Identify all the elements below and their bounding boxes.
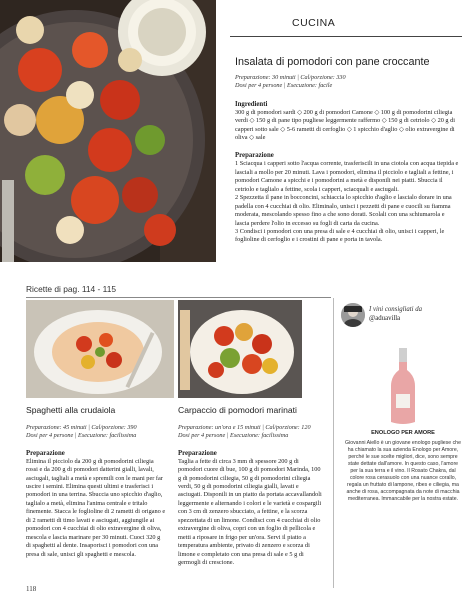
recipe-meta-prep: Preparazione: un'ora e 15 minuti | Cal/porzione: 120 <box>178 424 311 431</box>
recipe-meta-dosi: Dosi per 4 persone | Esecuzione: facilissima <box>178 432 289 440</box>
recipe-title: Spaghetti alla crudaiola <box>26 405 116 415</box>
main-recipe <box>235 56 459 245</box>
recipe-meta-prep: Preparazione: 45 minuti | Cal/porzione: 390 <box>26 424 137 431</box>
spaghetti-photo <box>26 300 174 398</box>
preparation-step-2: 2 Spezzetta il pane in bocconcini, schiaccia lo spicchio d'aglio e lascialo dorare in una padella con 4 cucchiai di olio. Eliminalo, unisci i pezzetti di pane e cuocili su fiamma moderata, mescolando spesso fino a che sono dorati. Scolali con una schiumarola e lascia perdere l'olio in eccesso su fogli di carta da cucina. <box>235 194 452 227</box>
preparation-text: Taglia a fette di circa 3 mm di spessore 200 g di pomodori cuore di bue, 100 g di pomodori Marinda, 100 g di pomodorini ciliegia, 50 g di pomodorini ciliegia verdi, 50 g di pomodorini ciliegia gialli, lavati e asciugati. Disponili in un piatto da portata accavallandoli leggermente e alternando i colori e le varietà e cospargili con 3 cm di zenzero sbucciato, a fettine, e la scorza spezzettata di un limone. Condisci con 4 cucchiai di olio extravergine di oliva, copri con un foglio di pellicola e metti a riposare in frigo per un'ora. Servi il piatto a temperatura ambiente, privato di zenzero e scorza di limone e completato con una presa di sale e 5 g di germogli di crescione. <box>178 457 322 567</box>
preparation-step-3: 3 Condisci i pomodori con una presa di sale e 4 cucchiai di olio, unisci i capperi, le foglioline di cerfoglio e i crostini di pane e porta in tavola. <box>235 228 445 244</box>
avatar <box>341 303 365 327</box>
carpaccio-photo <box>178 300 302 398</box>
ingredients-heading: Ingredienti <box>235 100 268 108</box>
section-title: CUCINA <box>292 17 336 29</box>
preparation-heading: Preparazione <box>26 449 65 457</box>
recipe-title: Insalata di pomodori con pane croccante <box>235 56 430 68</box>
section-divider <box>230 36 462 37</box>
recipes-band-label: Ricette di pag. 114 - 115 <box>26 284 117 294</box>
recipe-carpaccio <box>178 405 323 567</box>
sidebar-lead: I vini consigliati da <box>369 306 423 313</box>
sidebar-header <box>369 305 422 323</box>
wine-description: Giovanni Aiello è un giovane enologo pugliese che ha chiamato la sua azienda Enologo per Amore, perché le sue scelte migliori, dice, sono sempre state dettate dall'amore. In questo caso, l'amore per la sua terra e il vino. Il Rosato Chakra, dal colore rosa cerasuolo con una nuance corallo, regala un fruttato di lampone, ribes e ciliegia, ma anche di rosa, accompagnata da note di macchia mediterranea. Immancabile per la nostra estate. <box>345 440 461 502</box>
ingredients-text: 300 g di pomodori sardi ◇ 200 g di pomodori Camone ◇ 100 g di pomodorini ciliegia verdi ◇ 150 g di pane tipo pugliese leggermente raffermo ◇ 150 g di cetriolo ◇ 20 g di capperi sotto sale ◇ 5-6 rametti di cerfoglio ◇ 1 spicchio d'aglio ◇ olio extravergine di oliva ◇ sale <box>235 108 456 141</box>
wine-caption <box>344 430 462 503</box>
sidebar-divider <box>333 298 334 588</box>
preparation-text: Elimina il picciolo da 200 g di pomodorini ciliegia rossi e da 200 g di pomodori datterini gialli, lavali, asciugali, tagliali a metà e spremili con le mani per far uscire i semini. Elimina questi ultimi e trasferisci i pomodori in una terrina. Sbuccia uno spicchio d'aglio, taglialo a metà, elimina l'anima centrale e tritalo finemente. Stacca le foglioline di 2 rametti di origano e di 2 rametti di timo lavati e asciugati, aggiungile ai pomodori con 4 cucchiai di olio extravergine di oliva, mescola e lascia marinare per 30 minuti. Cuoci 320 g di spaghetti al dente. Insaporisci i pomodori con una presa di sale, unisci gli spaghetti e mescola. <box>26 457 166 558</box>
tomato-salad-photo <box>0 0 216 262</box>
recipe-meta-dosi: Dosi per 4 persone | Esecuzione: facilissima <box>26 432 137 440</box>
preparation-heading: Preparazione <box>235 152 274 160</box>
recipes-band-divider <box>26 297 331 298</box>
wine-title: ENOLOGO PER AMORE <box>371 430 435 436</box>
sidebar-handle: @aduavilla <box>369 315 401 322</box>
recipe-meta-dosi: Dosi per 4 persone | Esecuzione: facile <box>235 82 333 90</box>
recipe-spaghetti <box>26 405 166 559</box>
preparation-heading: Preparazione <box>178 449 217 457</box>
page-number: 118 <box>26 585 37 593</box>
wine-bottle-image <box>389 348 417 424</box>
recipe-meta-prep: Preparazione: 30 minuti | Cal/porzione: 330 <box>235 74 346 81</box>
recipe-title: Carpaccio di pomodori marinati <box>178 405 297 415</box>
preparation-step-1: 1 Sciacqua i capperi sotto l'acqua corrente, trasferiscili in una ciotola con acqua tiepida e lasciali a mollo per 20 minuti. Lava i pomodori, elimina il picciolo e tagliali a fettine, i pomodori Camone a spicchi e i pomodorini a metà e disponili nei piatti. Sbuccia il cetriolo e taglialo a fettine, scola i capperi, sciacquali e asciugali. <box>235 160 459 193</box>
